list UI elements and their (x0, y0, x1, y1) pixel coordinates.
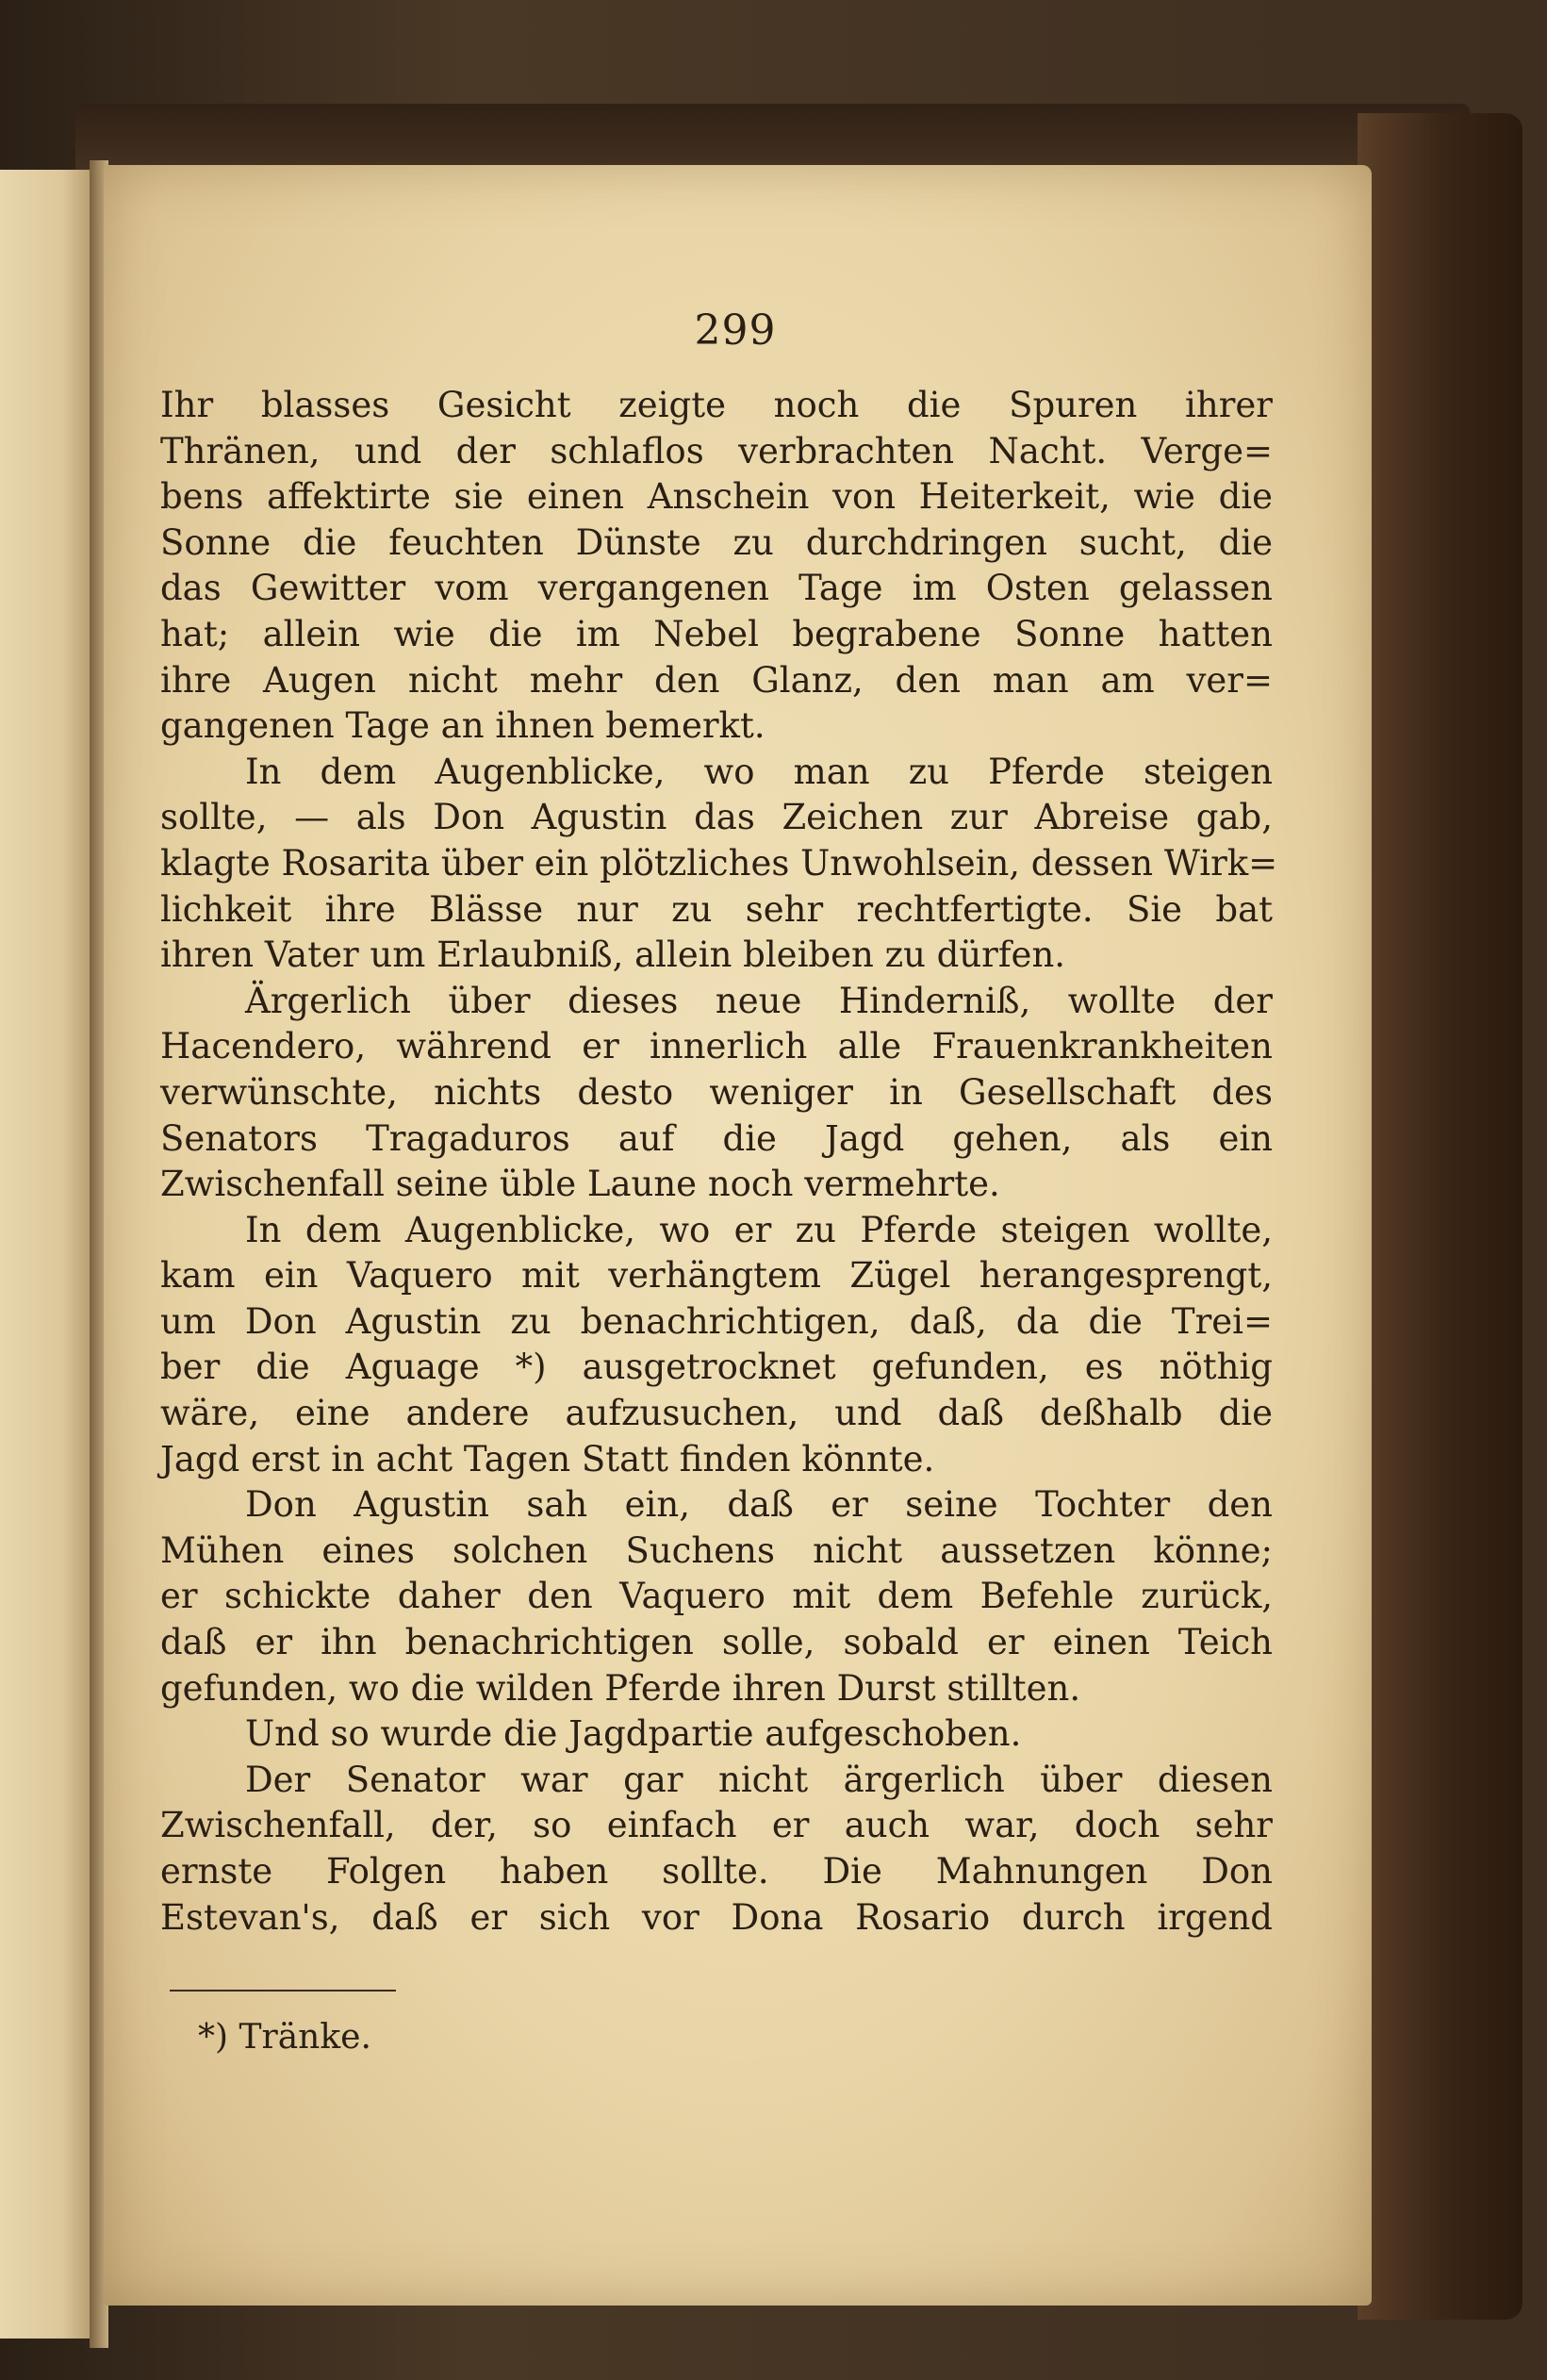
text-line: Senators Tragaduros auf die Jagd gehen, als ein (160, 1117, 1273, 1159)
text-line: daß er ihn benachrichtigen solle, sobald er einen Teich (160, 1622, 1273, 1663)
footnote: *) Tränke. (198, 2018, 371, 2058)
page-number: 299 (694, 306, 777, 355)
text-line: sollte, — als Don Agustin das Zeichen zur Abreise gab, (160, 797, 1273, 838)
text-line: verwünschte, nichts desto weniger in Gesellschaft des (160, 1071, 1273, 1113)
book-cover-right (1358, 113, 1522, 2320)
text-line: um Don Agustin zu benachrichtigen, daß, da die Trei= (160, 1300, 1273, 1342)
page-content (160, 306, 1278, 2058)
text-line: ernste Folgen haben sollte. Die Mahnungen Don (160, 1851, 1273, 1892)
text-line: Und so wurde die Jagdpartie aufgeschoben. (245, 1713, 1022, 1755)
text-line: hat; allein wie die im Nebel begrabene Sonne hatten (160, 613, 1273, 654)
text-line: Zwischenfall, der, so einfach er auch war, doch sehr (160, 1805, 1273, 1846)
text-line: Estevan's, daß er sich vor Dona Rosario durch irgend (160, 1896, 1273, 1938)
text-line: ber die Aguage *) ausgetrocknet gefunden, es nöthig (160, 1347, 1273, 1388)
text-line: Thränen, und der schlaflos verbrachten Nacht. Verge= (160, 430, 1273, 471)
text-line: In dem Augenblicke, wo er zu Pferde steigen wollte, (245, 1209, 1273, 1250)
text-line: ihre Augen nicht mehr den Glanz, den man am ver= (160, 659, 1273, 701)
text-line: Sonne die feuchten Dünste zu durchdringen sucht, die (160, 521, 1273, 563)
text-line: Jagd erst in acht Tagen Statt finden könnte. (160, 1438, 935, 1479)
book-page (104, 165, 1372, 2306)
text-line: wäre, eine andere aufzusuchen, und daß deßhalb die (160, 1393, 1273, 1434)
text-line: kam ein Vaquero mit verhängtem Zügel herangesprengt, (160, 1255, 1273, 1297)
text-line: Ihr blasses Gesicht zeigte noch die Spuren ihrer (160, 385, 1273, 425)
text-line: gefunden, wo die wilden Pferde ihren Durst stillten. (160, 1667, 1081, 1709)
footnote-divider (170, 1990, 396, 1992)
text-line: bens affektirte sie einen Anschein von Heiterkeit, wie die (160, 476, 1273, 518)
text-line: gangenen Tage an ihnen bemerkt. (160, 705, 765, 747)
body-text (160, 383, 1278, 1941)
text-line: In dem Augenblicke, wo man zu Pferde steigen (245, 751, 1273, 792)
text-line: Zwischenfall seine üble Laune noch vermehrte. (160, 1164, 1000, 1205)
left-page-edge (0, 170, 92, 2339)
text-line: das Gewitter vom vergangenen Tage im Osten gelassen (160, 568, 1273, 609)
text-line: Der Senator war gar nicht ärgerlich über diesen (245, 1759, 1273, 1800)
text-line: Ärgerlich über dieses neue Hinderniß, wollte der (245, 980, 1273, 1021)
text-line: Don Agustin sah ein, daß er seine Tochter den (245, 1484, 1273, 1526)
text-line: ihren Vater um Erlaubniß, allein bleiben zu dürfen. (160, 934, 1066, 976)
text-line: er schickte daher den Vaquero mit dem Befehle zurück, (160, 1576, 1273, 1617)
text-line: lichkeit ihre Blässe nur zu sehr rechtfertigte. Sie bat (160, 888, 1273, 930)
text-line: Mühen eines solchen Suchens nicht aussetzen könne; (160, 1529, 1273, 1571)
text-line: Hacendero, während er innerlich alle Frauenkrankheiten (160, 1026, 1273, 1067)
text-line: klagte Rosarita über ein plötzliches Unwohlsein, dessen Wirk= (160, 842, 1278, 884)
